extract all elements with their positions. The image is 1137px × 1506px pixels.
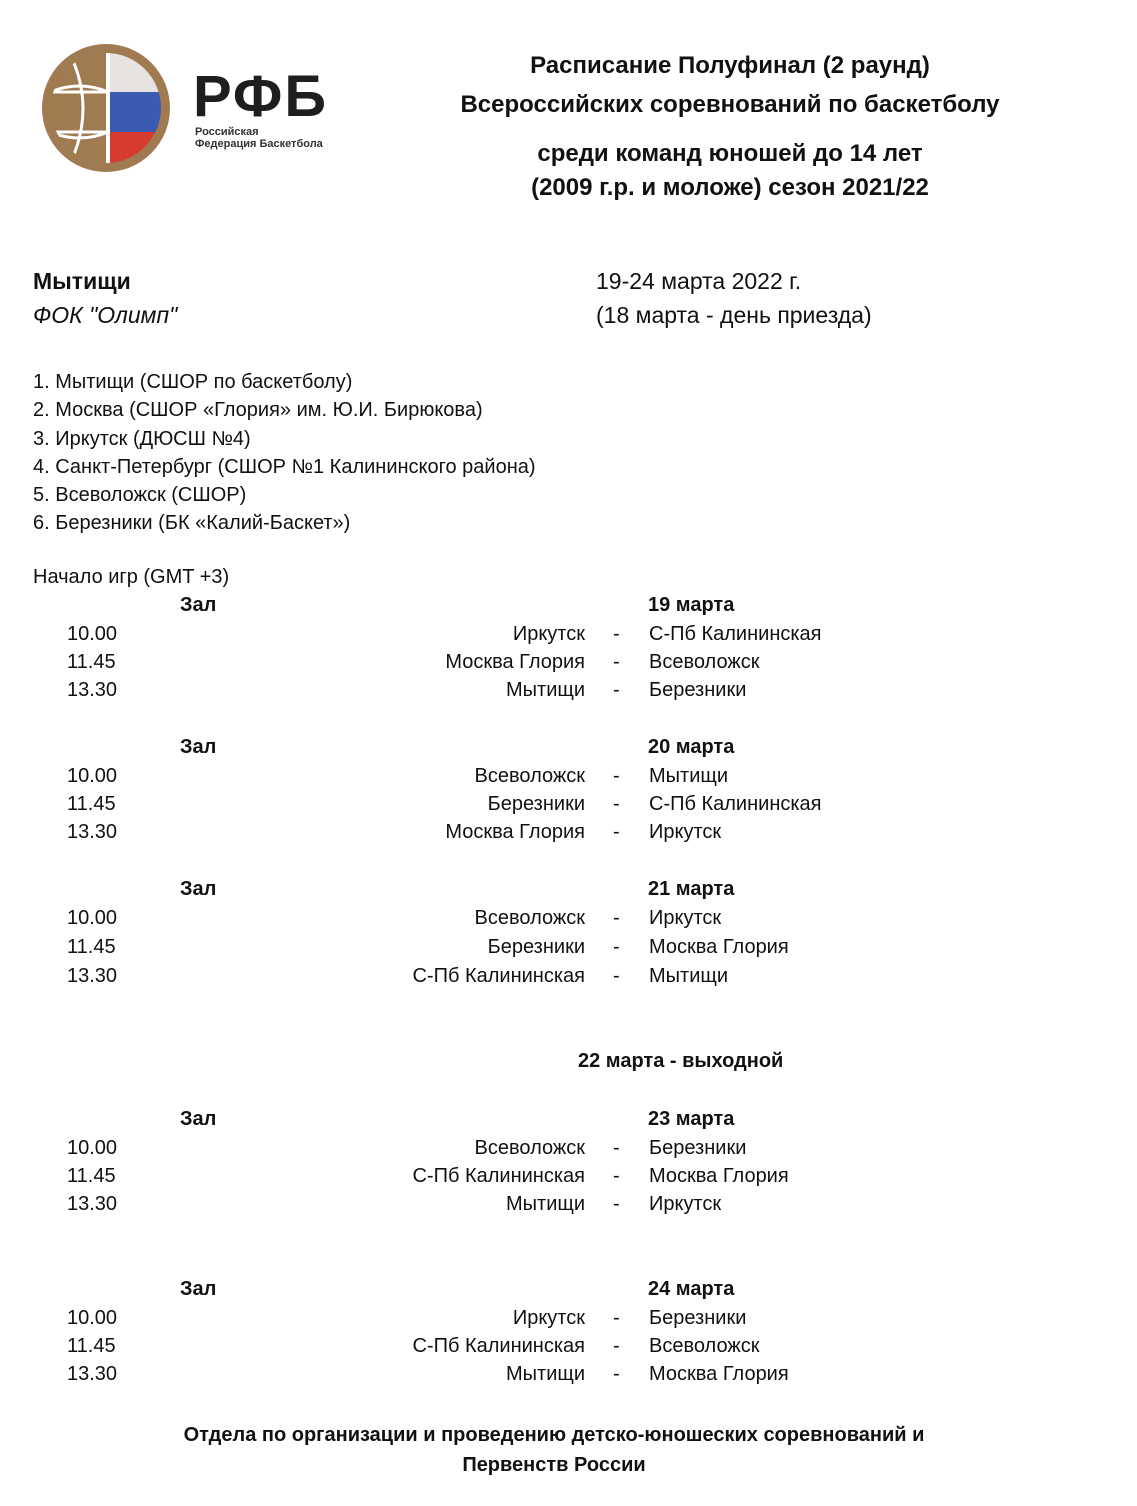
logo-subtitle xyxy=(195,126,323,150)
versus-dash: - xyxy=(613,1335,620,1357)
game-time: 11.45 xyxy=(67,1165,116,1187)
game-row xyxy=(0,1165,1137,1193)
team-item: 6. Березники (БК «Калий-Баскет») xyxy=(33,512,351,535)
team-list xyxy=(33,368,536,538)
hall-label: Зал xyxy=(180,878,217,900)
away-team: Березники xyxy=(649,1307,747,1329)
day-date: 23 марта xyxy=(648,1108,735,1130)
game-time: 11.45 xyxy=(67,793,116,815)
footer-line-1: Отдела по организации и проведению детско-юношеских соревнований и xyxy=(183,1424,925,1446)
game-time: 11.45 xyxy=(67,1335,116,1357)
game-time: 13.30 xyxy=(67,1193,118,1215)
home-team: Мытищи xyxy=(506,1193,585,1215)
game-time: 11.45 xyxy=(67,651,116,673)
away-team: Москва Глория xyxy=(649,1363,789,1385)
game-row xyxy=(0,936,1137,964)
game-time: 13.30 xyxy=(67,821,118,843)
day-off-note: 22 марта - выходной xyxy=(578,1050,784,1072)
home-team: С-Пб Калининская xyxy=(412,1165,585,1187)
home-team: С-Пб Калининская xyxy=(412,965,585,987)
versus-dash: - xyxy=(613,907,620,929)
away-team: Иркутск xyxy=(649,1193,722,1215)
home-team: Москва Глория xyxy=(445,821,585,843)
hall-label: Зал xyxy=(180,736,217,758)
game-row xyxy=(0,1335,1137,1363)
away-team: Мытищи xyxy=(649,765,728,787)
away-team: Березники xyxy=(649,679,747,701)
away-team: Иркутск xyxy=(649,821,722,843)
home-team: Иркутск xyxy=(512,623,585,645)
away-team: Москва Глория xyxy=(649,1165,789,1187)
home-team: Мытищи xyxy=(506,679,585,701)
game-row xyxy=(0,1363,1137,1391)
home-team: Березники xyxy=(487,936,585,958)
away-team: Иркутск xyxy=(649,907,722,929)
away-team: Березники xyxy=(649,1137,747,1159)
away-team: С-Пб Калининская xyxy=(649,623,822,645)
versus-dash: - xyxy=(613,821,620,843)
day-date: 21 марта xyxy=(648,878,735,900)
hall-label: Зал xyxy=(180,1108,217,1130)
home-team: Всеволожск xyxy=(474,1137,585,1159)
title-line-2: Всероссийских соревнований по баскетболу xyxy=(460,91,1000,118)
game-time: 10.00 xyxy=(67,1307,118,1329)
game-row xyxy=(0,1307,1137,1335)
versus-dash: - xyxy=(613,793,620,815)
game-row xyxy=(0,1137,1137,1165)
team-item: 4. Санкт-Петербург (СШОР №1 Калининского района) xyxy=(33,455,536,478)
footer-line-2: Первенств России xyxy=(462,1454,646,1476)
arrival-note: (18 марта - день приезда) xyxy=(596,302,872,328)
day-date: 19 марта xyxy=(648,594,735,616)
game-row xyxy=(0,1193,1137,1221)
hall-label: Зал xyxy=(180,1278,217,1300)
game-row xyxy=(0,623,1137,651)
team-item: 2. Москва (СШОР «Глория» им. Ю.И. Бирюкова) xyxy=(33,399,483,422)
game-time: 13.30 xyxy=(67,1363,118,1385)
versus-dash: - xyxy=(613,1137,620,1159)
team-item: 1. Мытищи (СШОР по баскетболу) xyxy=(33,371,353,393)
hall-label: Зал xyxy=(180,594,217,616)
rfb-logo xyxy=(30,40,350,180)
game-row xyxy=(0,765,1137,793)
away-team: С-Пб Калининская xyxy=(649,793,822,815)
game-row xyxy=(0,651,1137,679)
versus-dash: - xyxy=(613,965,620,987)
versus-dash: - xyxy=(613,623,620,645)
game-time: 11.45 xyxy=(67,936,116,958)
title-line-4: (2009 г.р. и моложе) сезон 2021/22 xyxy=(531,174,929,201)
versus-dash: - xyxy=(613,1307,620,1329)
versus-dash: - xyxy=(613,1363,620,1385)
day-date: 24 марта xyxy=(648,1278,735,1300)
game-time: 10.00 xyxy=(67,623,118,645)
game-time: 10.00 xyxy=(67,765,118,787)
home-team: Иркутск xyxy=(512,1307,585,1329)
game-row xyxy=(0,907,1137,935)
home-team: Мытищи xyxy=(506,1363,585,1385)
start-time-note: Начало игр (GMT +3) xyxy=(33,566,230,588)
tournament-dates: 19-24 марта 2022 г. xyxy=(596,268,802,294)
home-team: Всеволожск xyxy=(474,765,585,787)
logo-subtitle-line1: Российская xyxy=(195,126,259,138)
logo-abbreviation: РФБ xyxy=(193,64,329,129)
versus-dash: - xyxy=(613,936,620,958)
versus-dash: - xyxy=(613,765,620,787)
game-time: 13.30 xyxy=(67,679,118,701)
versus-dash: - xyxy=(613,1193,620,1215)
game-time: 13.30 xyxy=(67,965,118,987)
venue-place: ФОК "Олимп" xyxy=(33,302,178,328)
away-team: Москва Глория xyxy=(649,936,789,958)
home-team: Москва Глория xyxy=(445,651,585,673)
away-team: Всеволожск xyxy=(649,651,760,673)
game-row xyxy=(0,821,1137,849)
home-team: С-Пб Калининская xyxy=(412,1335,585,1357)
basketball-flag-emblem-icon xyxy=(30,40,190,180)
game-row xyxy=(0,679,1137,707)
versus-dash: - xyxy=(613,679,620,701)
venue-city: Мытищи xyxy=(33,268,131,294)
day-date: 20 марта xyxy=(648,736,735,758)
team-item: 3. Иркутск (ДЮСШ №4) xyxy=(33,427,251,450)
game-time: 10.00 xyxy=(67,1137,118,1159)
title-line-3: среди команд юношей до 14 лет xyxy=(537,140,923,167)
home-team: Березники xyxy=(487,793,585,815)
title-line-1: Расписание Полуфинал (2 раунд) xyxy=(530,52,930,79)
versus-dash: - xyxy=(613,1165,620,1187)
team-item: 5. Всеволожск (СШОР) xyxy=(33,484,247,507)
versus-dash: - xyxy=(613,651,620,673)
game-row xyxy=(0,793,1137,821)
game-row xyxy=(0,965,1137,993)
home-team: Всеволожск xyxy=(474,907,585,929)
logo-subtitle-line2: Федерация Баскетбола xyxy=(195,138,323,150)
away-team: Мытищи xyxy=(649,965,728,987)
away-team: Всеволожск xyxy=(649,1335,760,1357)
game-time: 10.00 xyxy=(67,907,118,929)
